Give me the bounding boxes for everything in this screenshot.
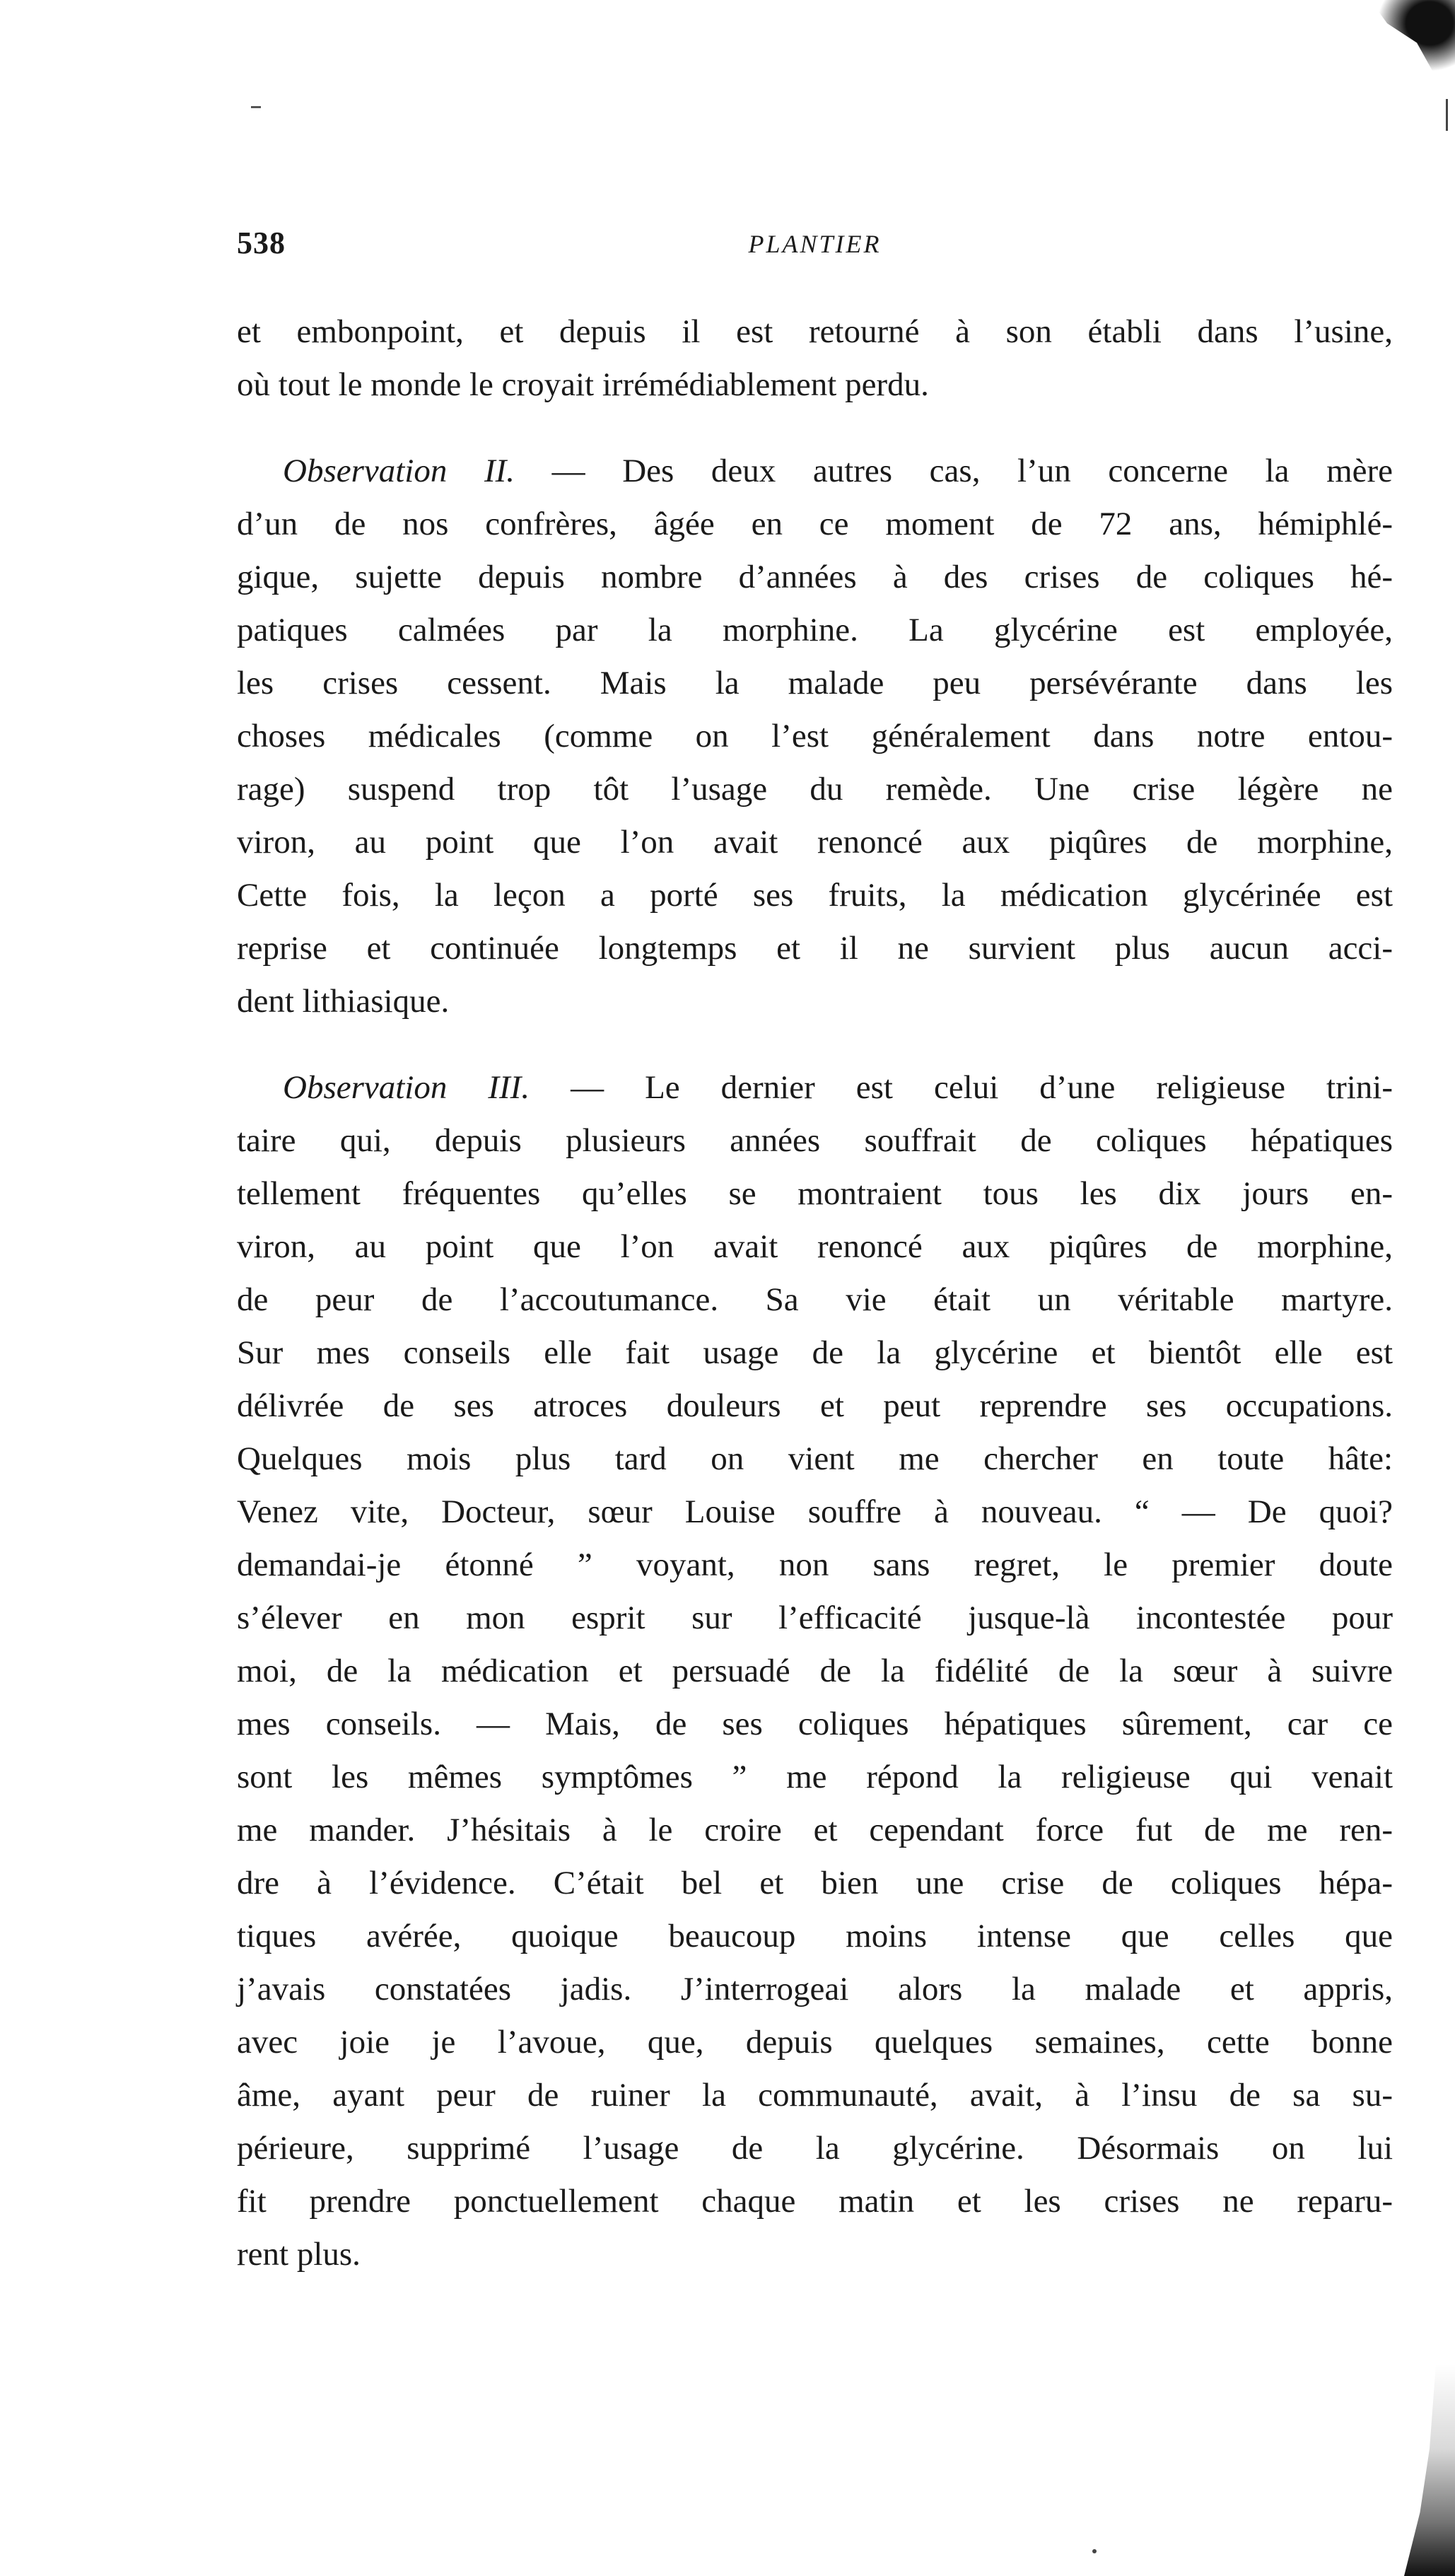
text-line: j’avais constatées jadis. J’interrogeai alors la malade et appris, [237,1971,1393,2007]
text-line: Venez vite, Docteur, sœur Louise souffre à nouveau. “ — De quoi? [237,1493,1393,1530]
text-line-rest: — Des deux autres cas, l’un concerne la mère [515,453,1393,489]
text-line: dent lithiasique. [237,983,450,1020]
text-line-first [237,1061,1393,1114]
text-line-first [237,445,1393,498]
page-number: 538 [237,226,286,260]
text-line: moi, de la médication et persuadé de la fidélité de la sœur à suivre [237,1653,1393,1689]
page-header [237,225,1393,267]
text-line: avec joie je l’avoue, que, depuis quelques semaines, cette bonne [237,2024,1393,2061]
text-line: périeure, supprimé l’usage de la glycérine. Désormais on lui [237,2130,1393,2167]
text-line: fit prendre ponctuellement chaque matin et les crises ne reparu- [237,2183,1393,2220]
text-line: Quelques mois plus tard on vient me chercher en toute hâte: [237,1440,1393,1477]
observation-title: Observation III. [283,1069,530,1106]
text-line: demandai-je étonné ” voyant, non sans regret, le premier doute [237,1546,1393,1583]
scan-corner-artifact [1370,0,1455,78]
scan-edge-mark [1446,99,1448,131]
text-line: délivrée de ses atroces douleurs et peut reprendre ses occupations. [237,1387,1393,1424]
text-line: patiques calmées par la morphine. La glycérine est employée, [237,612,1393,648]
text-line: les crises cessent. Mais la malade peu persévérante dans les [237,665,1393,701]
text-line-rest: — Le dernier est celui d’une religieuse trini- [530,1069,1393,1106]
text-line: rent plus. [237,2236,361,2273]
text-line: âme, ayant peur de ruiner la communauté, avait, à l’insu de sa su- [237,2077,1393,2114]
text-line: choses médicales (comme on l’est généralement dans notre entou- [237,718,1393,754]
scan-speck [251,106,261,108]
running-head: PLANTIER [748,230,882,258]
text-line: rage) suspend trop tôt l’usage du remède. Une crise légère ne [237,771,1393,808]
text-line: taire qui, depuis plusieurs années souffrait de coliques hépatiques [237,1122,1393,1159]
text-line: sont les mêmes symptômes ” me répond la religieuse qui venait [237,1759,1393,1795]
paragraph-1 [237,305,1393,412]
text-line: dre à l’évidence. C’était bel et bien une crise de coliques hépa- [237,1865,1393,1901]
text-line: Sur mes conseils elle fait usage de la glycérine et bientôt elle est [237,1334,1393,1371]
scan-bottom-edge-artifact [1391,2364,1455,2576]
text-line: tiques avérée, quoique beaucoup moins intense que celles que [237,1918,1393,1954]
text-line: où tout le monde le croyait irrémédiablement perdu. [237,366,929,403]
text-line: Cette fois, la leçon a porté ses fruits, la médication glycérinée est [237,877,1393,914]
text-line: tellement fréquentes qu’elles se montraient tous les dix jours en- [237,1175,1393,1212]
text-line: de peur de l’accoutumance. Sa vie était un véritable martyre. [237,1281,1393,1318]
text-line: mes conseils. — Mais, de ses coliques hépatiques sûrement, car ce [237,1706,1393,1742]
observation-title: Observation II. [283,453,515,489]
text-line: d’un de nos confrères, âgée en ce moment de 72 ans, hémiphlé- [237,506,1393,542]
text-line: me mander. J’hésitais à le croire et cependant force fut de me ren- [237,1812,1393,1848]
scan-dot [1092,2549,1097,2553]
body-text [237,305,1393,2281]
text-line: reprise et continuée longtemps et il ne survient plus aucun acci- [237,930,1393,967]
text-line: s’élever en mon esprit sur l’efficacité jusque-là incontestée pour [237,1599,1393,1636]
paragraph-observation-3 [237,1061,1393,2281]
text-line: viron, au point que l’on avait renoncé aux piqûres de morphine, [237,824,1393,861]
text-line: et embonpoint, et depuis il est retourné à son établi dans l’usine, [237,313,1393,350]
paragraph-observation-2 [237,445,1393,1028]
text-line: gique, sujette depuis nombre d’années à des crises de coliques hé- [237,559,1393,595]
text-line: viron, au point que l’on avait renoncé aux piqûres de morphine, [237,1228,1393,1265]
